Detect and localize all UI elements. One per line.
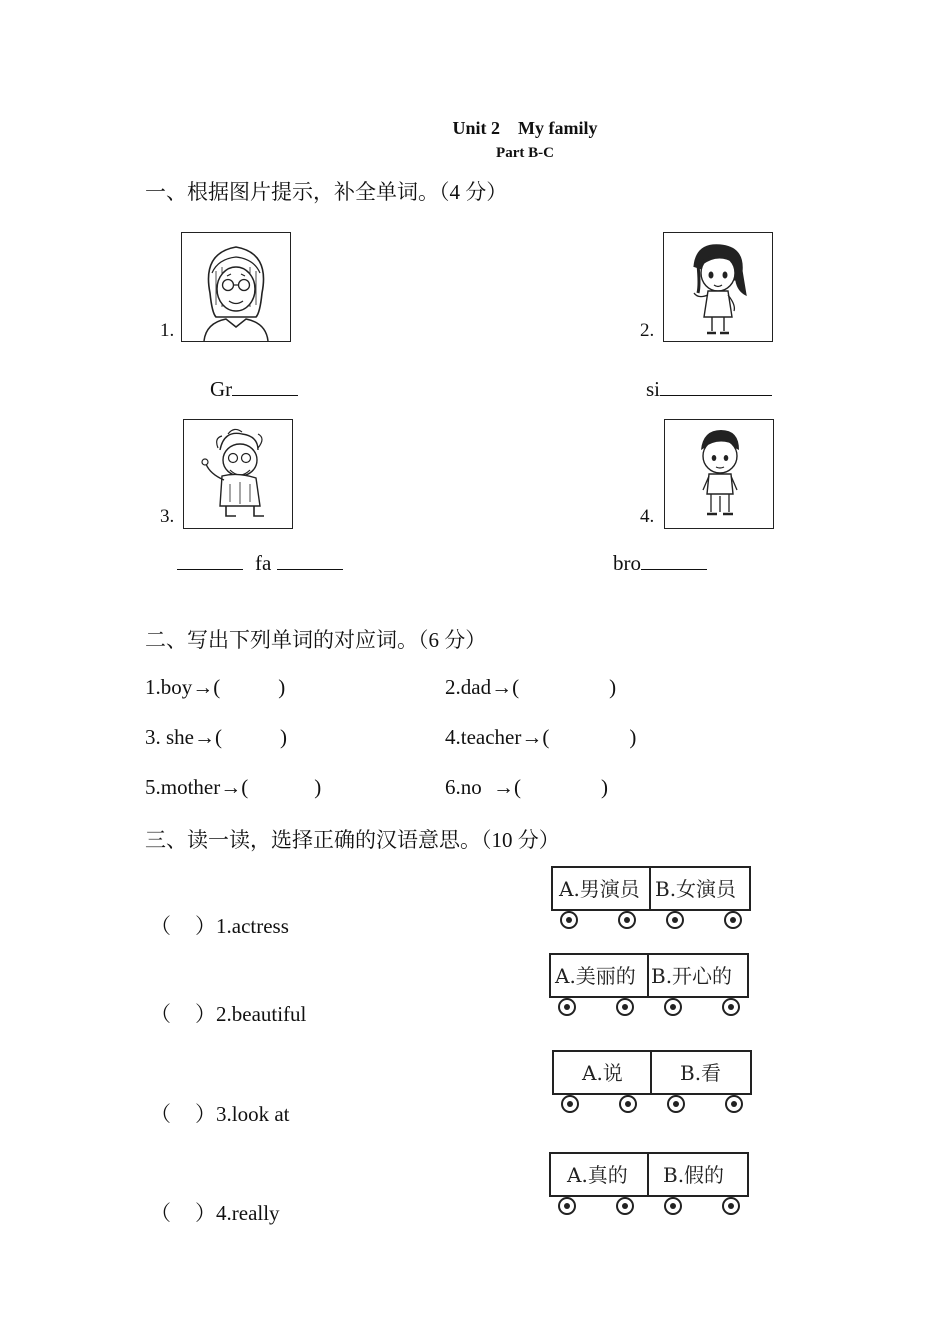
item3-middle: fa (255, 551, 272, 575)
item3-blank-after[interactable] (277, 551, 343, 570)
item3-number: 3. (160, 506, 175, 527)
option-a: A.美丽的 (555, 964, 636, 988)
option-b: B.开心的 (651, 964, 733, 988)
pair-arrow: →( (192, 675, 221, 699)
section3-heading: 三、读一读，选择正确的汉语意思。（10 分） (145, 828, 560, 852)
question-word: 1.actress (216, 914, 289, 938)
item4-prefix: bro (613, 551, 641, 575)
answer-open-paren: （ (150, 914, 171, 938)
pair-word: 4.teacher (445, 725, 522, 749)
option-a: A.说 (582, 1061, 623, 1085)
answer-open-paren: （ (150, 1102, 171, 1126)
page-title: Unit 2 My family (452, 118, 598, 138)
pair-close: ) (314, 775, 322, 799)
answer-open-paren: （ (150, 1201, 171, 1225)
pair-close: ) (601, 775, 608, 799)
pair-word: 1.boy (145, 675, 193, 699)
option-b: B.女演员 (655, 877, 737, 901)
pair-arrow: →( (220, 775, 249, 799)
answer-close-paren: ） (195, 1002, 216, 1026)
page-subtitle: Part B-C (496, 145, 554, 161)
brother-picture-icon (664, 419, 774, 529)
answer-open-paren: （ (150, 1002, 171, 1026)
pair-arrow: →( (491, 675, 520, 699)
choice-question (150, 1197, 280, 1227)
section2-heading: 二、写出下列单词的对应词。（6 分） (145, 628, 487, 652)
pair-arrow: →( (521, 725, 550, 749)
pair-close: ) (609, 675, 617, 699)
option-a: A.真的 (567, 1163, 628, 1187)
pair-word: 2.dad (445, 675, 492, 699)
item2-blank[interactable] (660, 377, 772, 396)
item2-prefix: si (646, 377, 661, 401)
train-wheels (561, 912, 741, 928)
item4-number: 4. (640, 506, 655, 527)
pair-word: 6.no (445, 775, 487, 799)
answer-close-paren: ） (195, 1102, 216, 1126)
option-train (552, 1050, 754, 1114)
option-train (551, 866, 753, 930)
question-word: 4.really (216, 1201, 280, 1225)
question-word: 2.beautiful (216, 1002, 307, 1026)
answer-close-paren: ） (195, 1201, 216, 1225)
grandmother-picture-icon (181, 232, 291, 342)
pair-word: 3. she (145, 725, 194, 749)
pair-row (145, 775, 321, 800)
item4-fill (613, 551, 707, 576)
pair-row (145, 725, 287, 750)
item1-fill (210, 377, 298, 402)
item2-fill (646, 377, 772, 402)
option-b: B.假的 (663, 1163, 725, 1187)
pair-row (145, 675, 285, 700)
answer-close-paren: ） (195, 914, 216, 938)
question-word: 3.look at (216, 1102, 290, 1126)
option-b: B.看 (680, 1061, 722, 1085)
grandfather-picture-icon (183, 419, 293, 529)
item3-blank-before[interactable] (177, 551, 243, 570)
pair-row (445, 675, 616, 700)
item1-blank[interactable] (232, 377, 298, 396)
pair-close: ) (629, 725, 637, 749)
train-wheels (559, 1198, 739, 1214)
item1-prefix: Gr (210, 377, 233, 401)
item2-number: 2. (640, 320, 655, 341)
pair-row (445, 725, 636, 750)
option-train (549, 1152, 751, 1216)
section1-heading: 一、根据图片提示，补全单词。（4 分） (145, 180, 508, 204)
choice-question (150, 910, 289, 940)
choice-question (150, 998, 306, 1028)
pair-close: ) (280, 725, 287, 749)
pair-word: 5.mother (145, 775, 221, 799)
item1-number: 1. (160, 320, 175, 341)
pair-row (445, 775, 608, 800)
pair-arrow: →( (194, 725, 222, 749)
sister-picture-icon (663, 232, 773, 342)
item3-fill (177, 551, 343, 576)
option-train (549, 953, 751, 1017)
train-wheels (562, 1096, 742, 1112)
item4-blank[interactable] (641, 551, 707, 570)
option-a: A.男演员 (559, 877, 640, 901)
pair-close: ) (278, 675, 286, 699)
train-wheels (559, 999, 739, 1015)
choice-question (150, 1098, 290, 1128)
pair-arrow: →( (493, 775, 521, 799)
